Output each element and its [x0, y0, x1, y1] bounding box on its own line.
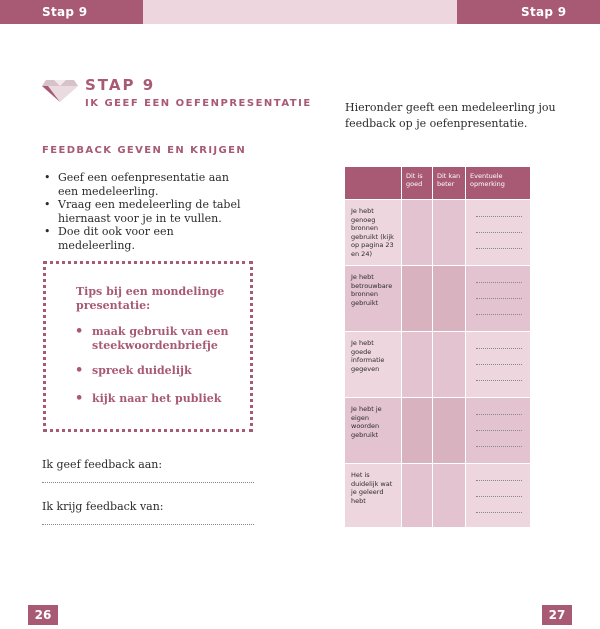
table-header-remark: Eventuele opmerking: [466, 167, 530, 199]
good-cell[interactable]: [402, 266, 432, 331]
tip-bullet-icon: •: [75, 363, 84, 378]
step-subtitle: IK GEEF EEN OEFENPRESENTATIE: [85, 98, 312, 109]
table-header-good: Dit is goed: [402, 167, 432, 199]
good-cell[interactable]: [402, 200, 432, 265]
remark-cell[interactable]: [466, 464, 530, 527]
remark-cell[interactable]: [466, 200, 530, 265]
page-number-left: 26: [28, 605, 58, 625]
receive-feedback-line[interactable]: [42, 524, 254, 525]
feedback-table: [345, 167, 530, 527]
table-row-label: Het is duidelijk wat je geleerd hebt: [345, 464, 401, 527]
table-row-label: Je hebt goede informatie gegeven: [345, 332, 401, 397]
remark-cell[interactable]: [466, 332, 530, 397]
header-bar-middle: [143, 0, 457, 24]
table-row-label: Je hebt genoeg bronnen gebruikt (kijk op pagina 23 en 24): [345, 200, 401, 265]
step-title: STAP 9: [85, 76, 156, 94]
better-cell[interactable]: [433, 398, 465, 463]
better-cell[interactable]: [433, 332, 465, 397]
remark-cell[interactable]: [466, 266, 530, 331]
tip-bullet-icon: •: [75, 391, 84, 406]
good-cell[interactable]: [402, 398, 432, 463]
tip-bullet-icon: •: [75, 324, 84, 339]
receive-feedback-label: Ik krijg feedback van:: [42, 500, 164, 513]
better-cell[interactable]: [433, 266, 465, 331]
page-number-right: 27: [542, 605, 572, 625]
tips-title: Tips bij een mondelinge presentatie:: [76, 285, 225, 312]
tip-item: spreek duidelijk: [92, 364, 192, 377]
list-item: • Doe dit ook voor een medeleerling.: [42, 225, 252, 252]
remark-cell[interactable]: [466, 398, 530, 463]
header-left-label: Stap 9: [42, 5, 88, 19]
table-header-corner: [345, 167, 401, 199]
give-feedback-line[interactable]: [42, 482, 254, 483]
tip-item: maak gebruik van een steekwoordenbriefje: [92, 325, 229, 352]
instruction-list: [42, 171, 252, 252]
table-header-better: Dit kan beter: [433, 167, 465, 199]
tip-item: kijk naar het publiek: [92, 392, 222, 405]
section-title: FEEDBACK GEVEN EN KRIJGEN: [42, 145, 247, 156]
give-feedback-label: Ik geef feedback aan:: [42, 458, 163, 471]
good-cell[interactable]: [402, 464, 432, 527]
better-cell[interactable]: [433, 200, 465, 265]
list-item: • Geef een oefenpresentatie aan een medeleerling.: [42, 171, 252, 198]
right-intro-text: Hieronder geeft een medeleerling jou feedback op je oefenpresentatie.: [345, 101, 556, 130]
table-row-label: Je hebt betrouwbare bronnen gebruikt: [345, 266, 401, 331]
list-item: • Vraag een medeleerling de tabel hiernaast voor je in te vullen.: [42, 198, 252, 225]
table-row-label: Je hebt je eigen woorden gebruikt: [345, 398, 401, 463]
good-cell[interactable]: [402, 332, 432, 397]
better-cell[interactable]: [433, 464, 465, 527]
header-right-label: Stap 9: [521, 5, 567, 19]
diamond-icon: [42, 76, 78, 102]
